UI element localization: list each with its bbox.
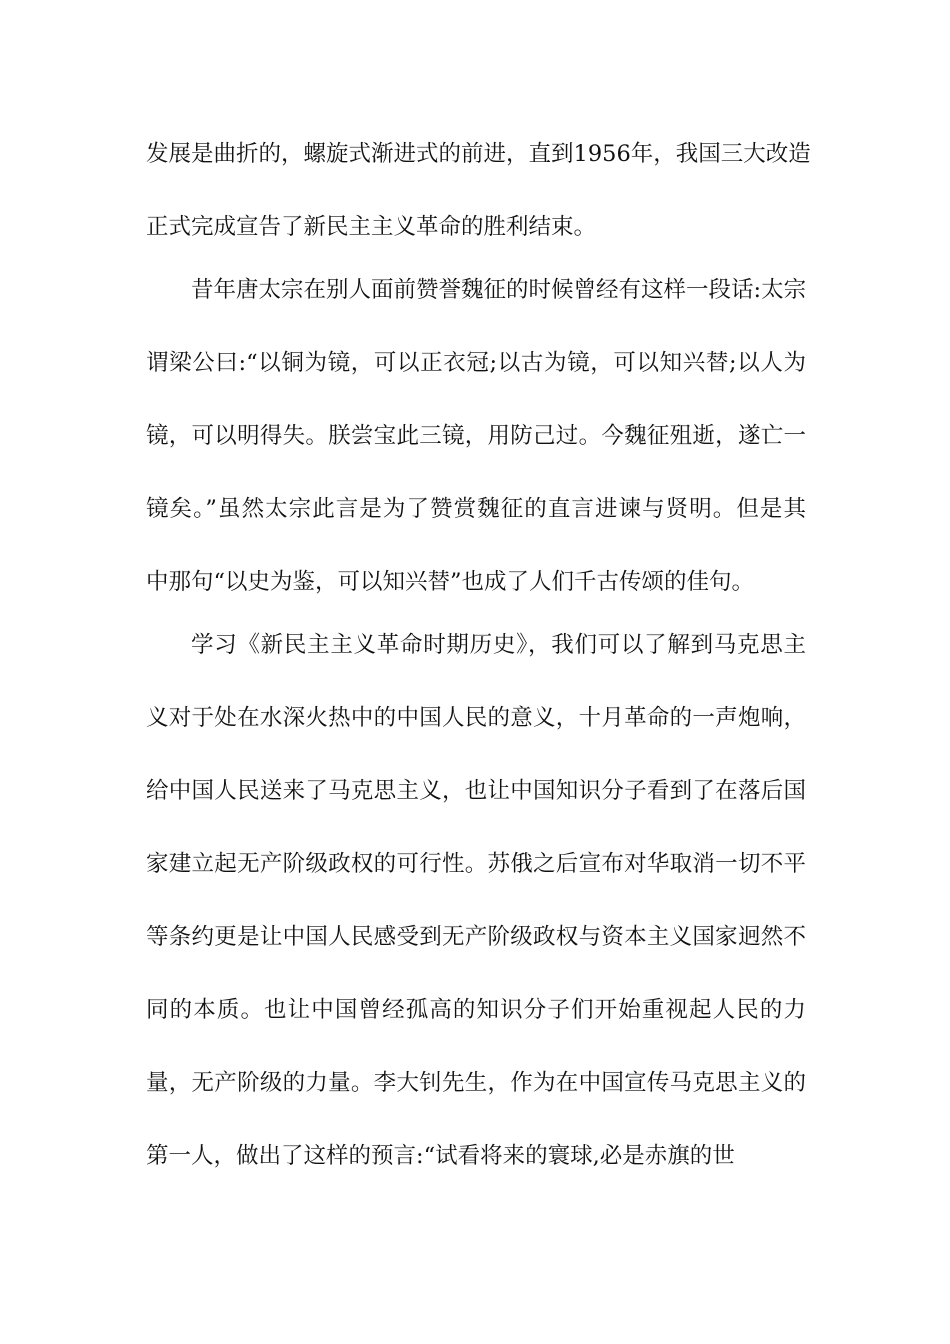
text-line-13: 同的本质。也让中国曾经孤高的知识分子们开始重视起人民的力: [146, 997, 806, 1023]
text-line-11: 家建立起无产阶级政权的可行性。苏俄之后宣布对华取消一切不平: [146, 851, 806, 877]
text-line-5: 镜，可以明得失。朕尝宝此三镜，用防己过。今魏征殂逝，遂亡一: [146, 423, 806, 449]
text-line-15: 第一人，做出了这样的预言:“试看将来的寰球,必是赤旗的世: [146, 1143, 735, 1169]
text-line-12: 等条约更是让中国人民感受到无产阶级政权与资本主义国家迥然不: [146, 924, 806, 950]
text-line-1: 发展是曲折的，螺旋式渐进式的前进，直到1956年，我国三大改造: [146, 141, 811, 167]
text-line-14: 量，无产阶级的力量。李大钊先生，作为在中国宣传马克思主义的: [146, 1070, 806, 1096]
text-line-4: 谓梁公曰:“以铜为镜，可以正衣冠;以古为镜，可以知兴替;以人为: [146, 350, 806, 376]
text-line-3: 昔年唐太宗在别人面前赞誉魏征的时候曾经有这样一段话:太宗: [191, 277, 807, 303]
text-line-8: 学习《新民主主义革命时期历史》，我们可以了解到马克思主: [191, 632, 806, 658]
text-line-9: 义对于处在水深火热中的中国人民的意义，十月革命的一声炮响，: [146, 705, 806, 731]
text-line-2: 正式完成宣告了新民主主义革命的胜利结束。: [146, 214, 597, 240]
text-line-7: 中那句“以史为鉴，可以知兴替”也成了人们千古传颂的佳句。: [146, 569, 755, 595]
text-line-10: 给中国人民送来了马克思主义，也让中国知识分子看到了在落后国: [146, 778, 806, 804]
text-line-6: 镜矣。”虽然太宗此言是为了赞赏魏征的直言进谏与贤明。但是其: [146, 496, 806, 522]
